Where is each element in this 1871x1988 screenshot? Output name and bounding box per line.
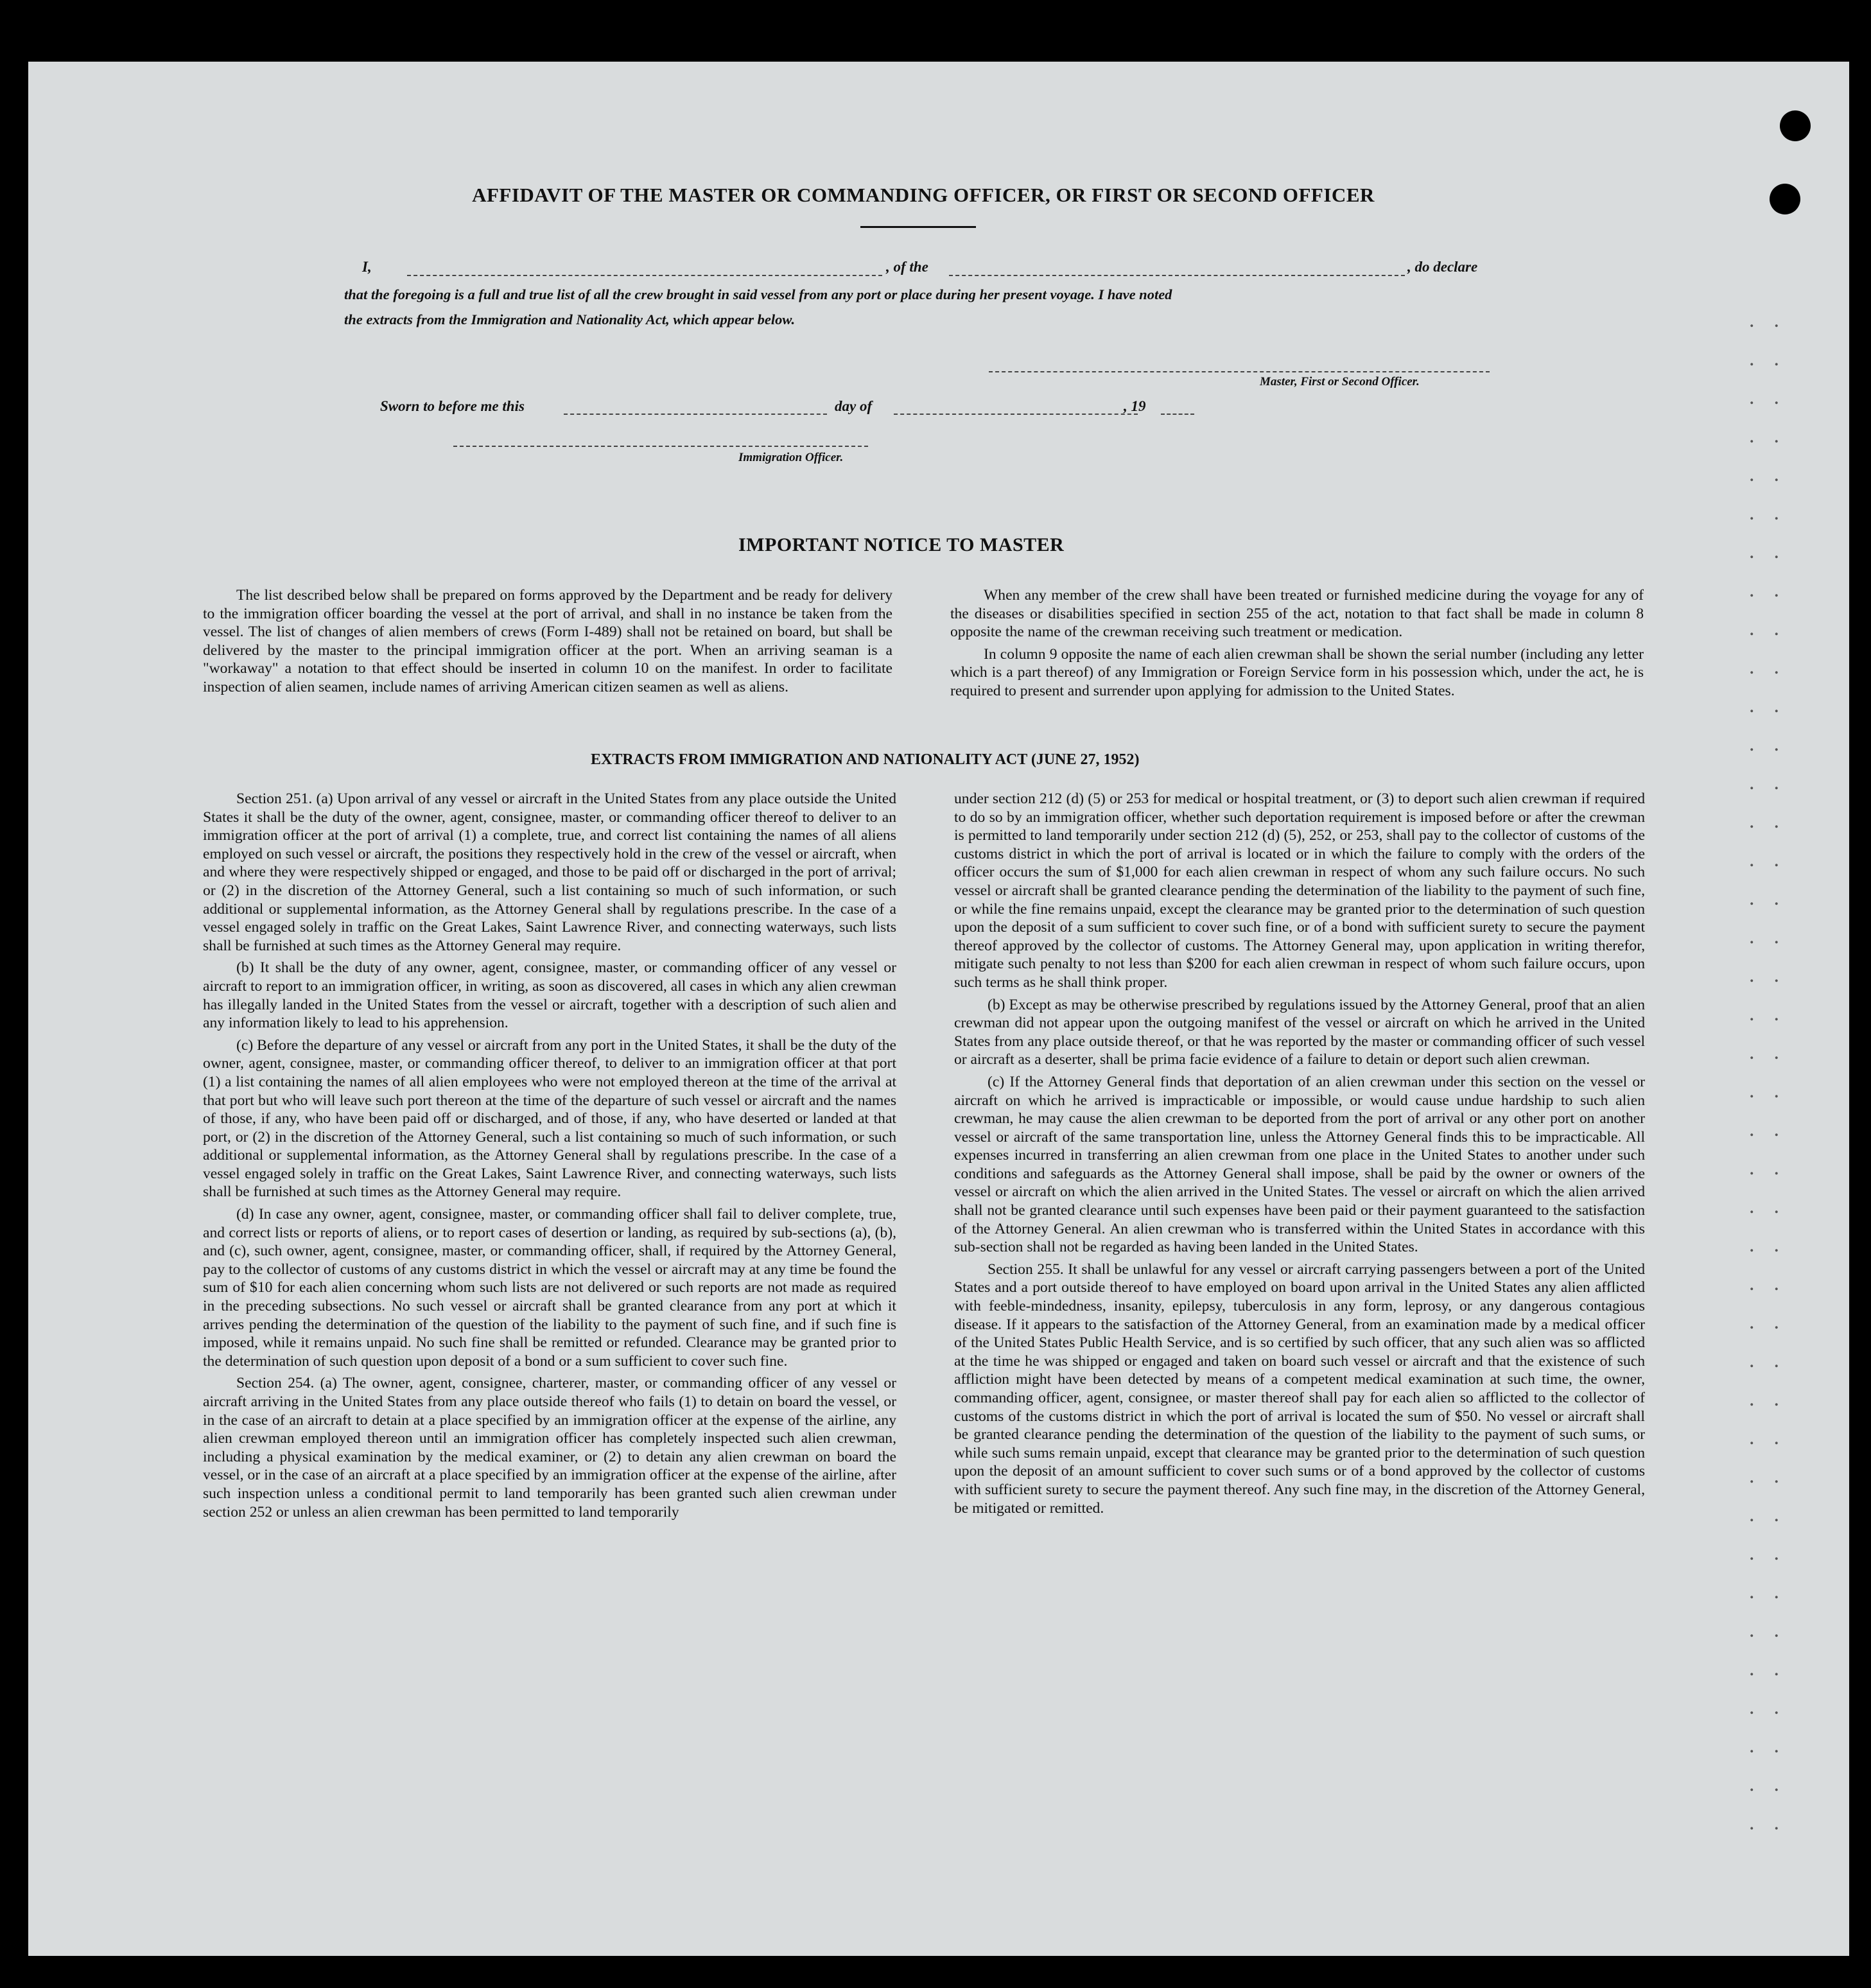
- declaration-line-1: that the foregoing is a full and true list of all the crew brought in said vessel from any port or place during her present voyage. I have noted: [344, 286, 1172, 302]
- officer-label: Immigration Officer.: [738, 451, 844, 464]
- master-label: Master, First or Second Officer.: [1260, 375, 1420, 388]
- bleed-through-dots: .. .. .. .. .. .. .. .. .. .. .. .. .. .. .. .. .. .. .. .. .. .. .. .. .. .. .. .. .. .. .. .. .. .. .. .. .. .. .. ..: [1749, 308, 1798, 1835]
- extracts-title: EXTRACTS FROM IMMIGRATION AND NATIONALITY ACT (JUNE 27, 1952): [591, 751, 1140, 768]
- year-label: , 19: [1124, 398, 1146, 414]
- notice-title: IMPORTANT NOTICE TO MASTER: [738, 534, 1065, 555]
- title-underline: [860, 226, 976, 228]
- of-the-label: , of the: [886, 259, 928, 275]
- punch-hole: [1770, 184, 1800, 214]
- affidavit-title: AFFIDAVIT OF THE MASTER OR COMMANDING OFFICER, OR FIRST OR SECOND OFFICER: [472, 184, 1375, 206]
- section-254-c: (c) If the Attorney General finds that deportation of an alien crewman under this section on the vessel or aircraft on which he arrived is impracticable or impossible, or would cause undue hardship to such alien crewman, he may cause the alien crewman to be deported from the port of arrival or any other port on another vessel or aircraft of the same transportation line, unless the Attorney General finds this to be impracticable. All expenses incurred in transferring an alien crewman from one place in the United States to another under such conditions and safeguards as the Attorney General shall impose, shall be paid by the owner or owners of the vessel or aircraft on which the alien arrived in the United States. The vessel or aircraft on which the alien arrived shall not be granted clearance until such expenses have been paid or their payment guaranteed to the satisfaction of the Attorney General. An alien crewman who is transferred within the United States in accordance with this sub-section shall not be regarded as having been landed in the United States.: [954, 1073, 1645, 1256]
- do-declare-label: , do declare: [1407, 259, 1478, 275]
- section-254-a-continued: under section 212 (d) (5) or 253 for medical or hospital treatment, or (3) to deport such alien crewman if required to do so by an immigration officer, whether such deportation requirement is imposed before or after the crewman is permitted to land temporarily under section 212 (d) (5), 252, or 253, shall pay to the collector of customs of the customs district in which the port of arrival is located or in which the failure to comply with the orders of the officer occurs the sum of $1,000 for each alien crewman in respect of whom any such failure occurs. No such vessel or aircraft shall be granted clearance pending the determination of the liability to the payment of such fine, or while the fine remains unpaid, except the clearance may be granted prior to the determination of such question upon the deposit of a sum sufficient to cover such fine, or of a bond with sufficient surety to secure the payment thereof approved by the collector of customs. The Attorney General may, upon application in writing therefor, mitigate such penalty to not less than $200 for each alien crewman in respect of whom such failure occurs, upon such terms as he shall think proper.: [954, 790, 1645, 991]
- day-of-label: day of: [835, 398, 873, 414]
- section-251-d: (d) In case any owner, agent, consignee, master, or commanding officer shall fail to deliver complete, true, and correct lists or reports of aliens, or to report cases of desertion or landing, as required by sub-sections (a), (b), and (c), such owner, agent, consignee, master, or commanding officer, shall, if required by the Attorney General, pay to the collector of customs of any customs district in which the vessel or aircraft may at any time be found the sum of $10 for each alien concerning whom such lists are not delivered or such reports are not made as required in the preceding subsections. No such vessel or aircraft shall be granted clearance from any port at which it arrives pending the determination of the question of the liability to the payment of such fine, and if such fine is imposed, while it remains unpaid. No such fine shall be remitted or refunded. Clearance may be granted prior to the determination of such question upon deposit of a bond or a sum sufficient to cover such fine.: [203, 1206, 896, 1370]
- i-label: I,: [362, 259, 372, 275]
- master-signature-line[interactable]: [989, 371, 1490, 372]
- notice-right-paragraph-2: In column 9 opposite the name of each alien crewman shall be shown the serial number (including any letter which is a part thereof) of any Immigration or Foreign Service form in his possession which, under the act, he is required to present and surrender upon applying for admission to the United States.: [950, 645, 1644, 699]
- month-line[interactable]: [894, 414, 1138, 415]
- officer-signature-line[interactable]: [453, 446, 868, 447]
- extracts-right-column: [954, 790, 1645, 1521]
- section-251-b: (b) It shall be the duty of any owner, agent, consignee, master, or commanding officer of any vessel or aircraft to report to an immigration officer, in writing, as soon as discovered, all cases in which any alien crewman has illegally landed in the United States from the vessel or aircraft, together with a description of such alien and any information likely to lead to his apprehension.: [203, 959, 896, 1032]
- vessel-field-line[interactable]: [949, 275, 1405, 276]
- section-254-a: Section 254. (a) The owner, agent, consignee, charterer, master, or commanding officer of any vessel or aircraft arriving in the United States from any place outside thereof who fails (1) to detain on board the vessel, or in the case of an aircraft to detain at a place specified by an immigration officer at the expense of the airline, any alien crewman employed thereon until an immigration officer has completely inspected such alien crewman, including a physical examination by the medical examiner, or (2) to detain any alien crewman on board the vessel, or in the case of an aircraft at a place specified by an immigration officer at the expense of the airline, after such inspection unless a conditional permit to land temporarily has been granted such alien crewman under section 252 or unless an alien crewman has been permitted to land temporarily: [203, 1375, 896, 1521]
- sworn-day-line[interactable]: [564, 414, 827, 415]
- notice-left-column: [203, 586, 892, 701]
- section-254-b: (b) Except as may be otherwise prescribed by regulations issued by the Attorney General, proof that an alien crewman did not appear upon the outgoing manifest of the vessel or aircraft on which he arrived in the United States from any place outside thereof, or that he was reported by the master or commanding officer of such vessel or aircraft as a deserter, shall be prima facie evidence of a failure to detain or deport such alien crewman.: [954, 996, 1645, 1068]
- extracts-left-column: [203, 790, 896, 1525]
- year-line[interactable]: [1161, 414, 1194, 415]
- section-251-a: Section 251. (a) Upon arrival of any vessel or aircraft in the United States from any place outside the United States it shall be the duty of the owner, agent, consignee, master, or commanding officer thereof to deliver to an immigration officer at the port of arrival (1) a complete, true, and correct list containing the names of all aliens employed on such vessel or aircraft, the positions they respectively hold in the crew of the vessel or aircraft, when and where they were respectively shipped or engaged, and those to be paid off or discharged in the port of arrival; or (2) in the discretion of the Attorney General, such a list containing so much of such information, or such additional or supplemental information, as the Attorney General shall by regulations prescribe. In the case of a vessel engaged solely in traffic on the Great Lakes, Saint Lawrence River, and connecting waterways, such lists shall be furnished at such times as the Attorney General may require.: [203, 790, 896, 954]
- section-251-c: (c) Before the departure of any vessel or aircraft from any port in the United States, it shall be the duty of the owner, agent, consignee, master, or commanding officer thereof, to deliver to an immigration officer at that port (1) a list containing the names of all alien employees who were not employed thereon at the time of the arrival at that port but who will leave such port thereon at the time of the departure of such vessel or aircraft and the names of those, if any, who have been paid off or discharged, and of those, if any, who have deserted or landed at that port, or (2) in the discretion of the Attorney General, such a list containing so much of such information, or such additional or supplemental information, as the Attorney General shall by regulations prescribe. In the case of a vessel engaged solely in traffic on the Great Lakes, Saint Lawrence River, and connecting waterways, such lists shall be furnished at such times as the Attorney General may require.: [203, 1036, 896, 1201]
- notice-left-paragraph: The list described below shall be prepared on forms approved by the Department and be ready for delivery to the immigration officer boarding the vessel at the port of arrival, and shall in no instance be taken from the vessel. The list of changes of alien members of crews (Form I-489) shall not be retained on board, but shall be delivered by the master to the principal immigration officer at the port. When an arriving seaman is a "workaway" a notation to that effect should be inserted in column 10 on the manifest. In order to facilitate inspection of alien seamen, include names of arriving American citizen seamen as well as aliens.: [203, 587, 892, 695]
- declaration-line-2: the extracts from the Immigration and Nationality Act, which appear below.: [344, 311, 796, 327]
- name-field-line[interactable]: [407, 275, 882, 276]
- section-255: Section 255. It shall be unlawful for any vessel or aircraft carrying passengers between a port of the United States and a port outside thereof to have employed on board upon arrival in the United States any alien afflicted with feeble-mindedness, insanity, epilepsy, tuberculosis in any form, leprosy, or any dangerous contagious disease. If it appears to the satisfaction of the Attorney General, from an examination made by a medical officer of the United States Public Health Service, and is so certified by such officer, that any such alien was so afflicted at the time he was shipped or engaged and taken on board such vessel or aircraft and that the existence of such affliction might have been detected by means of a competent medical examination at such time, the owner, commanding officer, agent, consignee, or master thereof shall pay for each alien so afflicted to the collector of customs of the customs district in which the port of arrival is located the sum of $50. No vessel or aircraft shall be granted clearance pending the determination of the question of the liability to the payment of such sums, or while such sums remain unpaid, except that clearance may be granted prior to the determination of such question upon the deposit of an amount sufficient to cover such sums or of a bond approved by the collector of customs with sufficient surety to secure the payment thereof. Any such fine may, in the discretion of the Attorney General, be mitigated or remitted.: [954, 1260, 1645, 1517]
- punch-hole: [1780, 110, 1811, 141]
- notice-right-paragraph-1: When any member of the crew shall have been treated or furnished medicine during the voyage for any of the diseases or disabilities specified in section 255 of the act, notation to that fact shall be made in column 8 opposite the name of the crewman receiving such treatment or medication.: [950, 587, 1644, 641]
- notice-right-column: [950, 586, 1644, 704]
- sworn-label: Sworn to before me this: [380, 398, 525, 414]
